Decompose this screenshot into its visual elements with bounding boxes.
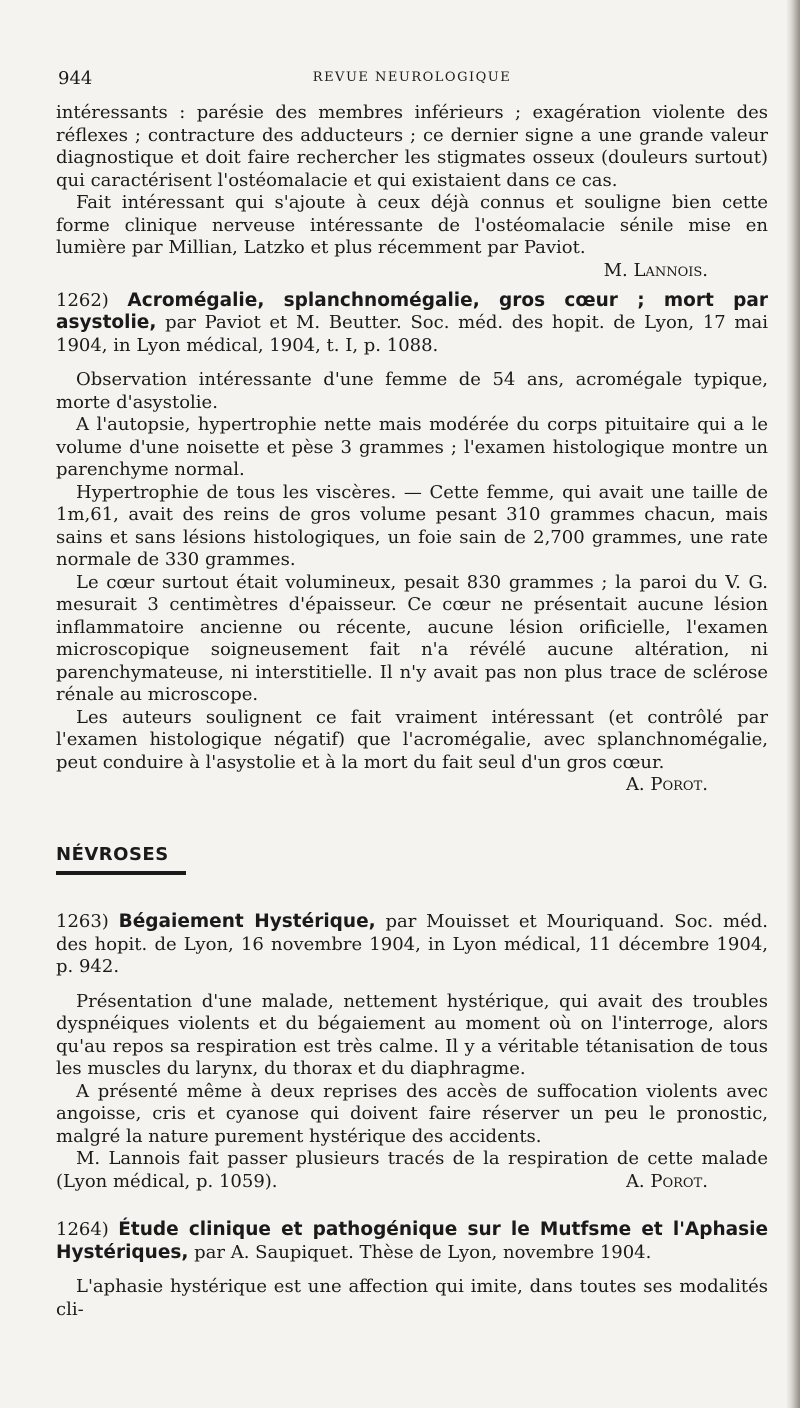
entry-1263-paragraph-1: Présentation d'une malade, nettement hystérique, qui avait des troubles dyspnéiques violents et du bégaiement au moment où on l'interroge, alors qu'au repos sa respiration est très calme. Il y a véritable tétanisation de tous les muscles du larynx, du thorax et du diaphragme. [56,990,768,1079]
entry-1263-title: Bégaiement Hystérique, [118,911,376,932]
entry-1263 [56,911,768,1193]
intro-paragraph-1: intéressants : parésie des membres inférieurs ; exagération violente des réflexes ; contracture des adducteurs ; ce dernier signe a une grande valeur diagnostique et doit faire rechercher les stigmates osseux (douleurs surtout) qui caractérisent l'ostéomalacie et qui existaient dans ce cas. [56,102,768,191]
section-title-nevroses: NÉVROSES [56,844,169,865]
page-number: 944 [58,68,93,89]
running-head [56,60,768,88]
entry-1262-paragraph-5 [56,706,768,795]
entry-1263-citation: par Mouisset et Mouriquand. Soc. méd. des hopit. de Lyon, 16 novembre 1904, in Lyon médical, 11 décembre 1904, p. 942. [56,911,768,977]
entry-1262-citation: par Paviot et M. Beutter. Soc. méd. des hopit. de Lyon, 17 mai 1904, in Lyon médical, 1904, t. I, p. 1088. [56,312,768,356]
entry-1262-paragraph-2: A l'autopsie, hypertrophie nette mais modérée du corps pituitaire qui a le volume d'une noisette et pèse 3 grammes ; l'examen histologique montre un parenchyme normal. [56,414,768,480]
entry-1263-paragraph-3-text: M. Lannois fait passer plusieurs tracés de la respiration de cette malade (Lyon médical, p. 1059). [56,1148,768,1192]
entry-1262-paragraph-5-text: Les auteurs soulignent ce fait vraiment intéressant (et contrôlé par l'examen histologique négatif) que l'acromégalie, avec splanchnomégalie, peut conduire à l'asystolie et à la mort du fait seul d'un gros cœur. [56,706,768,773]
section-rule [56,871,186,875]
entry-1263-paragraph-3 [56,1148,768,1193]
page-binding-edge [786,0,800,1408]
entry-1264 [56,1219,768,1321]
signature-lannois: M. Lannois. [603,259,708,281]
entry-1264-citation: par A. Saupiquet. Thèse de Lyon, novembre 1904. [194,1241,652,1263]
entry-1263-number: 1263) [56,911,109,932]
entry-1262-paragraph-3: Hypertrophie de tous les viscères. — Cette femme, qui avait une taille de 1m,61, avait des reins de gros volume pesant 310 grammes chacun, mais sains et sans lésions histologiques, un foie sain de 2,700 grammes, une rate normale de 330 grammes. [56,481,768,570]
entry-1264-title: Étude clinique et pathogénique sur le Mutfsme et l'Aphasie Hystériques, [56,1219,768,1263]
running-title: REVUE NEUROLOGIQUE [312,70,512,85]
entry-1263-header [56,911,768,979]
entry-1262-title: Acromégalie, splanchnomégalie, gros cœur ; mort par asystolie, [56,289,768,333]
entry-1264-number: 1264) [56,1219,109,1240]
entry-1262 [56,289,768,795]
entry-1264-header [56,1219,768,1264]
entry-1263-paragraph-2: A présenté même à deux reprises des accès de suffocation violents avec angoisse, cris et cyanose qui doivent faire réserver un peu le pronostic, malgré la nature purement hystérique des accidents. [56,1080,768,1147]
intro-paragraph-2-text: Fait intéressant qui s'ajoute à ceux déjà connus et souligne bien cette forme clinique nerveuse intéressante de l'ostéomalacie sénile mise en lumière par Millian, Latzko et plus récemment par Paviot. [56,192,768,258]
entry-1264-paragraph-1: L'aphasie hystérique est une affection qui imite, dans toutes ses modalités cli- [56,1276,768,1320]
entry-1262-paragraph-4: Le cœur surtout était volumineux, pesait 830 grammes ; la paroi du V. G. mesurait 3 centimètres d'épaisseur. Ce cœur ne présentait aucune lésion inflammatoire ancienne ou récente, aucune lésion orificielle, l'examen microscopique soigneusement fait n'a révélé aucune altération, ni parenchymateuse, ni interstitielle. Il n'y avait pas non plus trace de sclérose rénale au microscope. [56,571,768,705]
signature-porot-2: A. Porot. [625,1170,708,1192]
entry-1262-number: 1262) [56,289,109,311]
signature-porot-1: A. Porot. [625,774,708,795]
entry-1262-header [56,290,768,358]
intro-paragraph-2 [56,192,768,281]
entry-1262-paragraph-1: Observation intéressante d'une femme de 54 ans, acromégale typique, morte d'asystolie. [56,369,768,413]
document-page [56,60,768,1321]
